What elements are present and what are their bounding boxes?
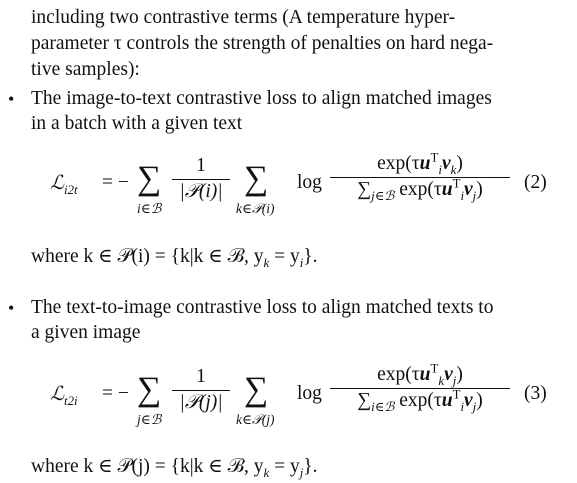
eq2-number: (2) (524, 172, 547, 193)
eq3-number: (3) (524, 383, 547, 404)
bullet1-line-1: The image-to-text contrastive loss to align matched images (31, 88, 492, 109)
eq3-sum-2-index: k∈𝒫(j) (236, 412, 275, 427)
bullet2-line-2: a given image (31, 322, 141, 343)
eq2-lhs: ℒ$_{i2t}$ (50, 171, 78, 197)
eq3-fraction-2: $\exp(\tau u^T_kv_j)$ $\sum_{i\in ℬ}$ $\exp(\tau u^T_iv_j)$ (330, 365, 510, 410)
bullet-marker-1: • (8, 89, 15, 109)
eq3-sum-2: ∑ (244, 371, 269, 408)
bullet1-line-2: in a batch with a given text (31, 113, 243, 134)
eq2-sum-2: ∑ (244, 160, 269, 197)
where-line-2: where k ∈ 𝒫(j) = {k|k ∈ ℬ, $y_k = y_j$}. (31, 456, 318, 480)
eq3-lhs: ℒ$_{t2i}$ (50, 382, 78, 408)
where-line-1: where k ∈ 𝒫(i) = {k|k ∈ ℬ, $y_k = y_i$}. (31, 246, 318, 270)
eq2-log: log (297, 172, 322, 193)
eq3-sum-1-index: j∈ℬ (137, 412, 162, 427)
eq3-log: log (297, 383, 322, 404)
eq3-sum-1: ∑ (137, 371, 162, 408)
bullet-marker-2: • (8, 298, 15, 318)
eq2-sum-1-index: i∈ℬ (137, 201, 162, 216)
eq2-sum-2-index: k∈𝒫(i) (236, 201, 275, 216)
eq2-sum-1: ∑ (137, 160, 162, 197)
intro-line-3: tive samples): (31, 59, 140, 80)
eq2-fraction-1: 1 |𝒫(i)| (172, 156, 230, 201)
eq2-equals: = − (102, 172, 129, 193)
eq3-fraction-1: 1 |𝒫(j)| (172, 367, 230, 412)
bullet2-line-1: The text-to-image contrastive loss to align matched texts to (31, 297, 494, 318)
intro-line-1: including two contrastive terms (A temperature hyper- (31, 7, 456, 28)
intro-line-2: parameter τ controls the strength of penalties on hard nega- (31, 33, 494, 54)
eq2-fraction-2: $\exp(\tau u^T_iv_k)$ $\sum_{j\in ℬ}$ $\exp(\tau u^T_iv_j)$ (330, 154, 510, 199)
eq3-equals: = − (102, 383, 129, 404)
